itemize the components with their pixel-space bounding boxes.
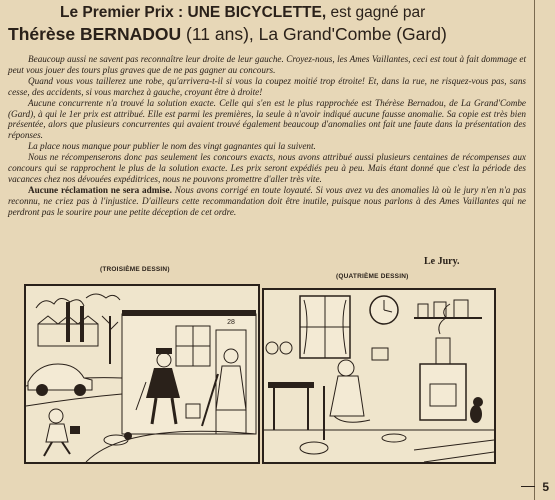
jury-signature: Le Jury. bbox=[424, 256, 460, 267]
third-drawing-panel bbox=[24, 284, 260, 464]
article-body bbox=[8, 54, 526, 218]
right-panel-caption: (QUATRIÈME DESSIN) bbox=[336, 273, 409, 280]
fourth-drawing-panel bbox=[262, 288, 496, 464]
paragraph: Quand vous vous taillerez une robe, qu'arrivera-t-il si vous la coupez moitié trop étroite! Et, dans la rue, ne risquez-vous pas, sans cesse, des accidents, si vous marchez à gauche, croyant être à droite! bbox=[8, 75, 526, 97]
winner-age: (11 ans), bbox=[186, 24, 254, 44]
street-scene-illustration bbox=[26, 286, 258, 462]
paragraph: La place nous manque pour publier le nom des vingt gagnantes qui la suivent. bbox=[28, 141, 316, 152]
won-by-text: est gagné par bbox=[330, 4, 426, 21]
prize-item: UNE BICYCLETTE, bbox=[187, 4, 327, 21]
prize-headline bbox=[60, 4, 530, 22]
left-panel-caption: (TROISIÈME DESSIN) bbox=[100, 266, 170, 273]
prize-label: Le Premier Prix : bbox=[60, 4, 184, 21]
winner-headline bbox=[8, 24, 548, 45]
winner-name: Thérèse bbox=[8, 24, 76, 44]
winner-surname: BERNADOU bbox=[80, 24, 182, 44]
winner-place: La Grand'Combe (Gard) bbox=[258, 24, 447, 44]
page-number: 5 bbox=[542, 480, 549, 494]
paragraph: Nous ne récompenserons donc pas seulement les concours exacts, nous avons attribué aussi plusieurs centaines de récompenses aux concours qui se rapprochent le plus de la solution exacte. Les prix seront expédiés peu à peu. Mais étant donné que c'est la période des vacances chez nos dévouées expéditrices, nous ne pouvons promettre d'aller très vite. bbox=[8, 152, 526, 184]
paragraph: Aucune concurrente n'a trouvé la solution exacte. Celle qui s'en est le plus rapprochée est Thérèse Bernadou, de La Grand'Combe (Gard), à qui le 1er prix est attribué. Elle est parmi les premières, la seule à n'avoir indiqué aucune fausse anomalie. Sa copie est très bien présentée, alors que plusieurs concurrentes qui avaient trouvé également beaucoup d'anomalies ont fait une faute dans la présentation des réponses. bbox=[8, 97, 526, 141]
final-paragraph-text: Nous avons corrigé en toute loyauté. Si vous avez vu des anomalies là où le jury n'en n'a pas reconnu, ne criez pas à l'injustice. D'ailleurs cette recommandation doit être inutile, puisque nous parlons à des Ames Vaillantes qui ne perdront pas le sourire pour une petite déception de cet ordre. bbox=[8, 184, 527, 217]
kitchen-scene-illustration bbox=[264, 290, 494, 462]
paragraph: Beaucoup aussi ne savent pas reconnaître leur droite de leur gauche. Croyez-nous, les Ames Vaillantes, ceci est tout à fait dommage et peut vous jouer des tours plus graves que de ne pas gagner au concours. bbox=[8, 54, 526, 75]
page-margin-rule bbox=[534, 0, 544, 500]
final-paragraph bbox=[8, 185, 526, 218]
svg-text:28: 28 bbox=[227, 319, 235, 326]
page-number-dash bbox=[521, 486, 535, 487]
no-claims-lead: Aucune réclamation ne sera admise. bbox=[28, 184, 172, 195]
